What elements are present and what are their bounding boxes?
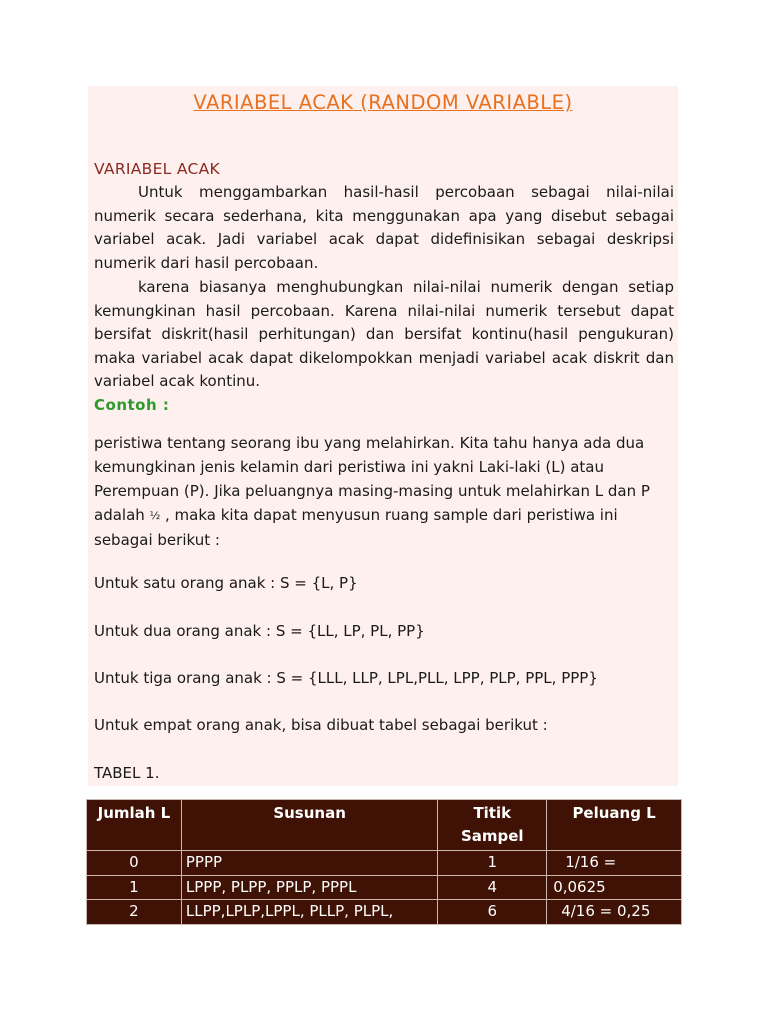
cell-titik: 1 [438, 851, 547, 876]
cell-titik: 4 [438, 875, 547, 900]
header-titik-sampel: Titik Sampel [438, 800, 547, 851]
example-label: Contoh : [94, 396, 170, 414]
paragraph-definition-text: Untuk menggambarkan hasil-hasil percobaan sebagai nilai-nilai numerik secara sederhana, kita menggunakan apa yang disebut sebagai variabel acak. Jadi variabel acak dapat didefinisikan sebagai deskripsi numerik dari hasil percobaan. [94, 183, 674, 272]
sample-space-three-children: Untuk tiga orang anak : S = {LLL, LLP, LPL,PLL, LPP, PLP, PPL, PPP} [94, 669, 598, 687]
paragraph-discrete-continuous-text: karena biasanya menghubungkan nilai-nilai numerik dengan setiap kemungkinan hasil percobaan. Karena nilai-nilai numerik tersebut dapat bersifat diskrit(hasil perhitungan) dan bersifat kontinu(hasil pengukuran) maka variabel acak dapat dikelompokkan menjadi variabel acak diskrit dan variabel acak kontinu. [94, 278, 674, 390]
cell-peluang: 1/16 = [547, 851, 682, 876]
cell-jumlah: 0 [87, 851, 182, 876]
sample-space-one-child: Untuk satu orang anak : S = {L, P} [94, 574, 358, 592]
probability-table [86, 799, 682, 925]
cell-peluang: 4/16 = 0,25 [547, 900, 682, 925]
paragraph-example-text-b: , maka kita dapat menyusun ruang sample dari peristiwa ini sebagai berikut : [94, 506, 618, 549]
section-heading: VARIABEL ACAK [94, 160, 220, 178]
table-caption: TABEL 1. [94, 764, 160, 782]
paragraph-example-text-a: peristiwa tentang seorang ibu yang melahirkan. Kita tahu hanya ada dua kemungkinan jenis kelamin dari peristiwa ini yakni Laki-laki (L) atau Perempuan (P). Jika peluangnya masing-masing untuk melahirkan L dan P adalah [94, 434, 650, 524]
cell-susunan: LPPP, PLPP, PPLP, PPPL [181, 875, 437, 900]
cell-susunan: LLPP,LPLP,LPPL, PLLP, PLPL, [181, 900, 437, 925]
header-jumlah-l: Jumlah L [87, 800, 182, 851]
table-row [87, 851, 682, 876]
sample-space-two-children: Untuk dua orang anak : S = {LL, LP, PL, PP} [94, 622, 425, 640]
cell-peluang: 0,0625 [547, 875, 682, 900]
fraction-half: ½ [149, 509, 161, 522]
paragraph-discrete-continuous [94, 276, 674, 394]
cell-jumlah: 1 [87, 875, 182, 900]
header-susunan: Susunan [181, 800, 437, 851]
table-row [87, 900, 682, 925]
table-header-row [87, 800, 682, 851]
sample-space-four-children-intro: Untuk empat orang anak, bisa dibuat tabel sebagai berikut : [94, 716, 548, 734]
cell-titik: 6 [438, 900, 547, 925]
paragraph-definition [94, 181, 674, 275]
table-row [87, 875, 682, 900]
cell-susunan: PPPP [181, 851, 437, 876]
cell-jumlah: 2 [87, 900, 182, 925]
header-peluang-l: Peluang L [547, 800, 682, 851]
page-title: VARIABEL ACAK (RANDOM VARIABLE) [193, 91, 573, 114]
paragraph-example [94, 431, 679, 552]
